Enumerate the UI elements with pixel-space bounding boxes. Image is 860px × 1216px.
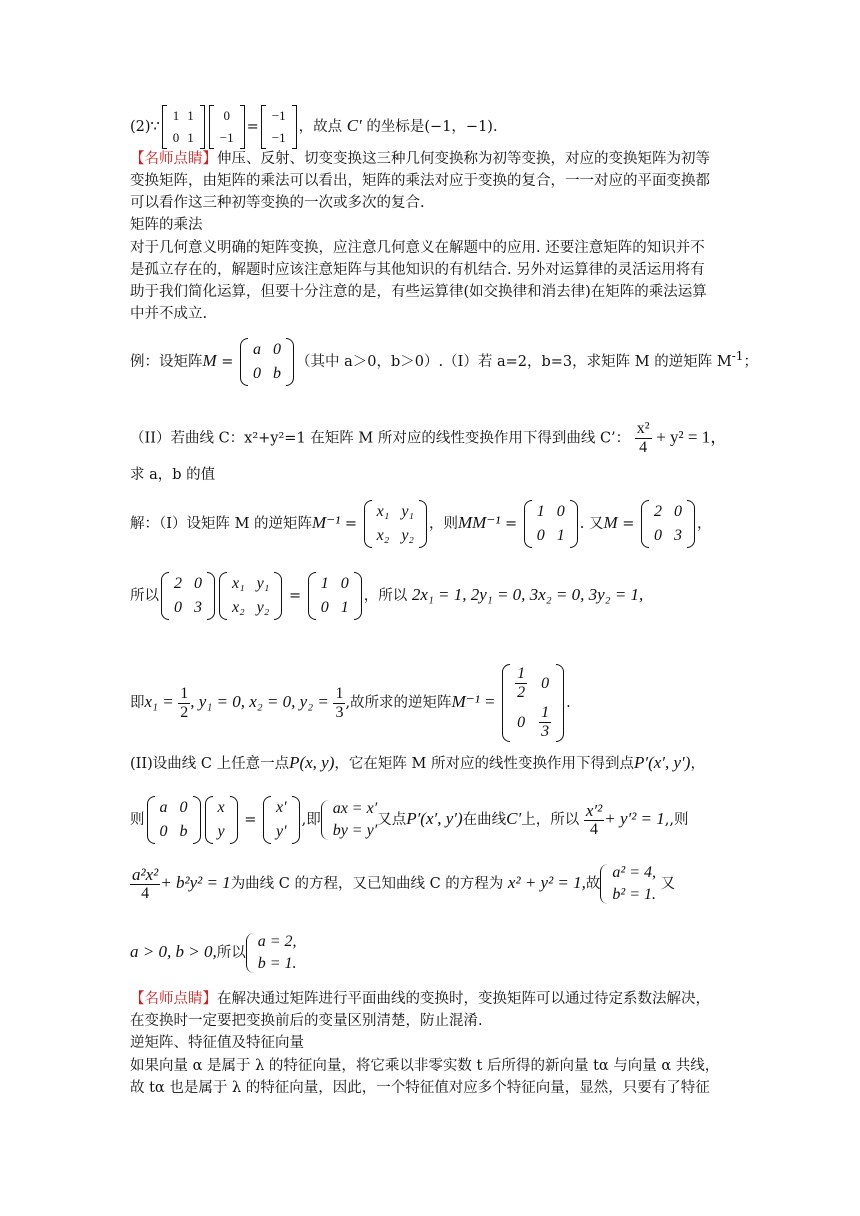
section1-line2: 是孤立存在的，解题时应该注意矩阵与其他知识的有机结合. 另外对运算律的灵活运用将有 — [130, 262, 705, 278]
tip1-line1: 【名师点睛】伸压、反射、切变变换这三种几何变换称为初等变换，对应的变换矩阵为初等 — [130, 151, 710, 167]
solution2-line2: 则 a 0 0 b x y = x′ y′ ,即 ax = x′ by = y′ 又点P′(x′, y′)在曲线C′上，所以 $\frac{\text{x′²}}{4}$ + y′² = 1,,则 — [130, 796, 689, 844]
section-title-eigen: 逆矩阵、特征值及特征向量 — [130, 1035, 304, 1051]
solution2-line3: $\frac{\text{a²x²}}{4}$ + b²y² = 1为曲线 C 的方程，又已知曲线 C 的方程为 x² + y² = 1,故 a² = 4, b² = 1. 又 — [130, 862, 675, 906]
section2-line1: 如果向量 α 是属于 λ 的特征向量，将它乘以非零实数 t 后所得的新向量 tα 与向量 α 共线， — [130, 1058, 720, 1074]
system-3: a = 2, b = 1. — [246, 931, 297, 975]
part2-line: (2)∵ 1 1 0 1 0 −1 = −1 −1 ，故点 C′ 的坐标是(−1，−1). — [130, 105, 498, 149]
tip1-line2: 变换矩阵，由矩阵的乘法可以看出，矩阵的乘法对应于变换的复合，一一对应的平面变换都 — [130, 173, 710, 189]
matrix-M-b: a 0 0 b — [147, 796, 201, 844]
vector-xy-prime: x′ y′ — [263, 796, 300, 844]
vector-result: −1 −1 — [261, 105, 297, 149]
matrix-xy-unknown: x₁ y₁ x₂ y₂ — [219, 572, 282, 620]
solution2-line4: a > 0, b > 0,所以 a = 2, b = 1. — [130, 931, 297, 975]
solution1-line3: 即x₁ = $\frac{1}{2}$ , y₁ = 0, x₂ = 0, y₂ = $\frac{1}{3}$ ,故所求的逆矩阵M⁻¹ = $\frac{1}{2}$ 0 0 $\frac{1}{3}$ . — [130, 665, 571, 740]
vector-0-neg1: 0 −1 — [209, 105, 245, 149]
example-q2: （II）若曲线 C：x²+y²=1 在矩阵 M 所对应的线性变换作用下得到曲线 C’： $\frac{\text{x²}}{4}$ + y² = 1， — [130, 420, 728, 456]
because-symbol: (2)∵ — [130, 119, 160, 135]
matrix-1101: 1 1 0 1 — [162, 105, 205, 149]
solution2-line1: (II)设曲线 C 上任意一点P(x, y)，它在矩阵 M 所对应的线性变换作用下得到点P′(x′, y′)， — [130, 753, 705, 772]
example-q2-tail: 求 a，b 的值 — [130, 467, 216, 483]
section1-line3: 助于我们简化运算，但要十分注意的是，有些运算律(如交换律和消去律)在矩阵的乘法运算 — [130, 284, 707, 300]
solution1-line2: 所以 2 0 0 3 x₁ y₁ x₂ y₂ = 1 0 0 1 ，所以 2x₁ = 1, 2y₁ = 0, 3x₂ = 0, 3y₂ = 1, — [130, 572, 643, 620]
tip1-line3: 可以看作这三种初等变换的一次或多次的复合. — [130, 195, 425, 211]
vector-xy: x y — [205, 796, 238, 844]
matrix-M: a 0 0 b — [240, 338, 294, 386]
matrix-2003: 2 0 0 3 — [641, 500, 695, 548]
point-c-prime: C′ — [346, 116, 362, 135]
matrix-inverse-unknown: x₁ y₁ x₂ y₂ — [364, 500, 427, 548]
section1-line4: 中并不成立. — [130, 306, 208, 322]
tip2-line1: 【名师点睛】在解决通过矩阵进行平面曲线的变换时，变换矩阵可以通过待定系数法解决， — [130, 991, 710, 1007]
system-1: ax = x′ by = y′ — [321, 798, 378, 842]
identity-matrix-b: 1 0 0 1 — [308, 572, 362, 620]
tip-label: 【名师点睛】 — [130, 151, 217, 167]
solution1-line1: 解：（I）设矩阵 M 的逆矩阵M⁻¹ = x₁ y₁ x₂ y₂ ，则MM⁻¹ = 1 0 0 1 . 又M = 2 0 0 3 ， — [130, 500, 712, 548]
system-2: a² = 4, b² = 1. — [600, 862, 656, 906]
section1-line1: 对于几何意义明确的矩阵变换，应注意几何意义在解题中的应用. 还要注意矩阵的知识并不 — [130, 240, 705, 256]
matrix-2003-b: 2 0 0 3 — [161, 572, 215, 620]
fraction-x2-over-4: $\frac{\text{x²}}{4}$ — [636, 420, 650, 456]
tip2-line2: 在变换时一定要把变换前后的变量区别清楚，防止混淆. — [130, 1013, 483, 1029]
example-line: 例：设矩阵M = a 0 0 b （其中 a＞0，b＞0）.（I）若 a=2，b=3，求矩阵 M 的逆矩阵 $M^{-1}$； — [130, 338, 758, 386]
tip-label-2: 【名师点睛】 — [130, 991, 217, 1007]
section-title-matrix-multiplication: 矩阵的乘法 — [130, 217, 203, 233]
section2-line2: 故 tα 也是属于 λ 的特征向量，因此，一个特征值对应多个特征向量，显然，只要有了特征 — [130, 1080, 710, 1096]
inverse-matrix-result: $\frac{1}{2}$ 0 0 $\frac{1}{3}$ — [502, 664, 564, 742]
identity-matrix: 1 0 0 1 — [524, 500, 578, 548]
